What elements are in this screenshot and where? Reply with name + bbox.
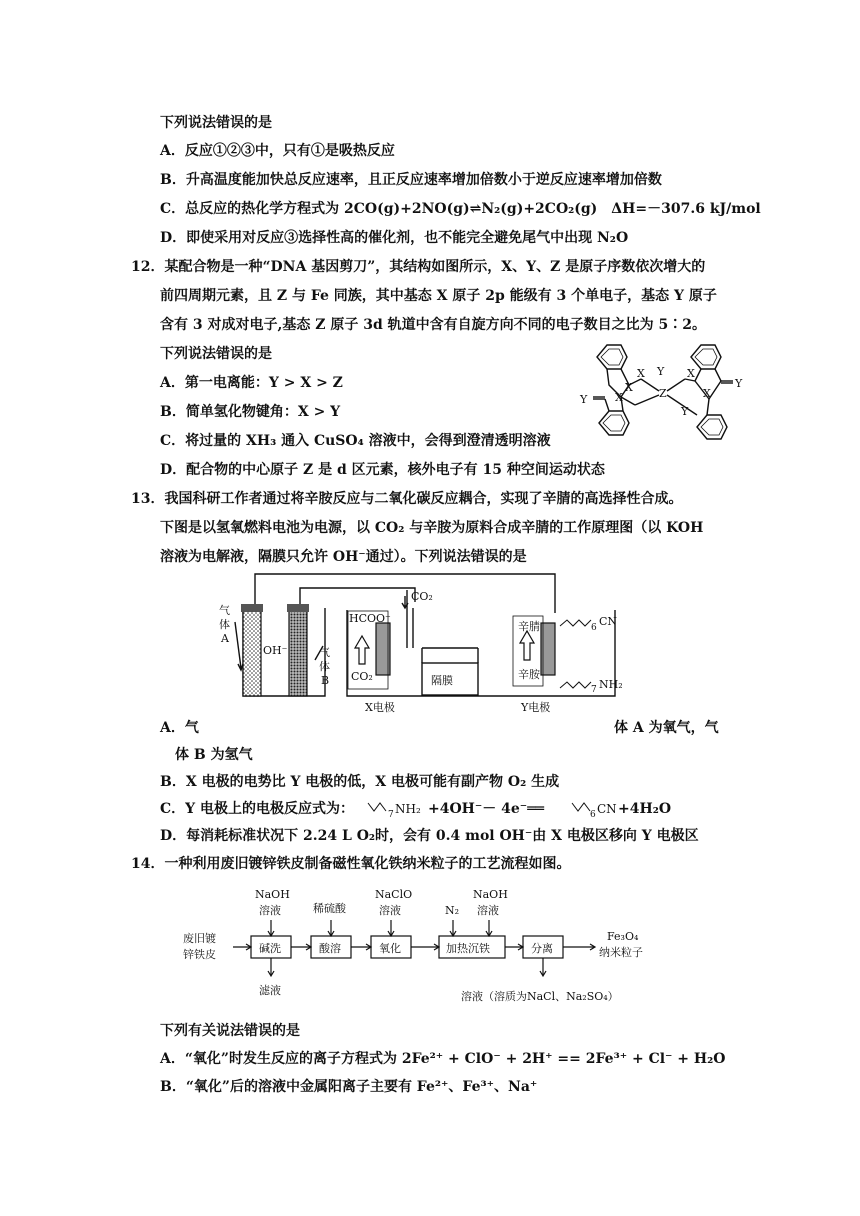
reagent-n2: N₂ xyxy=(445,904,460,917)
q13-option-b: B．X 电极的电势比 Y 电极的低，X 电极可能有副产物 O₂ 生成 xyxy=(160,774,560,790)
filtrate-label: 滤液 xyxy=(259,984,281,997)
structure-label-x-3: X xyxy=(615,391,623,404)
q13-option-a-part-3: 体 B 为氢气 xyxy=(175,747,253,763)
structure-label-z: Z xyxy=(659,387,667,400)
gas-a-char-2: 体 xyxy=(219,618,230,631)
reagent-naclo-line-2: 溶液 xyxy=(379,904,401,917)
chain-subscript-6: 6 xyxy=(591,623,597,633)
q14-stem-line-1: 14．一种利用废旧镀锌铁皮制备磁性氧化铁纳米粒子的工艺流程如图。 xyxy=(131,856,571,872)
reagent-naoh-2-line-2: 溶液 xyxy=(477,904,499,917)
gas-b-char-1: 气 xyxy=(319,646,330,659)
q12-option-d: D．配合物的中心原子 Z 是 d 区元素，核外电子有 15 种空间运动状态 xyxy=(160,462,605,478)
cn-group-label: CN xyxy=(599,615,618,628)
q13-option-d: D．每消耗标准状况下 2.24 L O₂时，会有 0.4 mol OH⁻由 X 电极区移向 Y 电极区 xyxy=(160,828,699,844)
octanenitrile-structure xyxy=(570,797,620,819)
reagent-naclo-line-1: NaClO xyxy=(375,888,413,901)
chain-subscript-7: 7 xyxy=(591,685,597,695)
q14-process-flow-diagram xyxy=(175,876,685,1006)
q12-stem-line-1: 12．某配合物是一种“DNA 基因剪刀”，其结构如图所示，X、Y、Z 是原子序数依次增大的 xyxy=(131,259,706,275)
q12-question: 下列说法错误的是 xyxy=(160,346,272,362)
step-acid-dissolve: 酸溶 xyxy=(319,942,341,955)
q12-stem-line-2: 前四周期元素，且 Z 与 Fe 同族，其中基态 X 原子 2p 能级有 3 个单电子，基态 Y 原子 xyxy=(160,288,717,304)
octylamine-subscript: 7 xyxy=(388,810,394,819)
octylamine-structure xyxy=(366,797,428,819)
reagent-dilute-h2so4: 稀硫酸 xyxy=(313,902,346,915)
step-separation: 分离 xyxy=(531,942,553,955)
q13-stem-line-2: 下图是以氢氧燃料电池为电源，以 CO₂ 与辛胺为原料合成辛腈的工作原理图（以 KOH xyxy=(160,520,704,536)
q12-stem-line-3: 含有 3 对成对电子,基态 Z 原子 3d 轨道中含有自旋方向不同的电子数目之比为 5∶2。 xyxy=(160,317,706,333)
q11-stem: 下列说法错误的是 xyxy=(160,115,272,131)
q11-option-b: B．升高温度能加快总反应速率，且正反应速率增加倍数小于逆反应速率增加倍数 xyxy=(160,172,662,188)
feed-label-2: 锌铁皮 xyxy=(183,948,216,961)
x-electrode-label: X电极 xyxy=(365,701,395,714)
q14-option-b: B．“氧化”后的溶液中金属阳离子主要有 Fe²⁺、Fe³⁺、Na⁺ xyxy=(160,1079,538,1095)
structure-label-x-1: X xyxy=(637,367,645,380)
feed-label-1: 废旧镀 xyxy=(183,932,216,945)
reagent-naoh-1-line-2: 溶液 xyxy=(259,904,281,917)
y-electrode-label: Y电极 xyxy=(521,701,551,714)
octanenitrile-subscript: 6 xyxy=(590,810,596,819)
structure-label-y-1: Y xyxy=(657,365,665,378)
q13-option-c-prefix: C．Y 电极上的电极反应式为： xyxy=(160,801,355,817)
reagent-naoh-2-line-1: NaOH xyxy=(473,888,508,901)
octylamine-nh2: NH₂ xyxy=(395,802,421,816)
gas-a-char-1: 气 xyxy=(219,604,230,617)
structure-label-x-5: X xyxy=(703,387,711,400)
octanenitrile-label: 辛腈 xyxy=(518,620,540,633)
product-line-1: Fe₃O₄ xyxy=(607,930,639,943)
hydroxide-label: OH⁻ xyxy=(263,644,288,657)
structure-label-y-2: Y xyxy=(580,393,588,406)
reagent-naoh-1-line-1: NaOH xyxy=(255,888,290,901)
step-heat-precipitate: 加热沉铁 xyxy=(446,942,490,955)
q11-option-c: C．总反应的热化学方程式为 2CO(g)+2NO(g)⇌N₂(g)+2CO₂(g) ΔH=－307.6 kJ/mol xyxy=(160,201,761,217)
membrane-label: 隔膜 xyxy=(431,674,453,687)
solution-label: 溶液（溶质为NaCl、Na₂SO₄） xyxy=(461,990,619,1003)
co2-bottom-label: CO₂ xyxy=(351,670,373,683)
octylamine-label: 辛胺 xyxy=(518,668,540,681)
gas-b-char-3: B xyxy=(321,674,330,687)
structure-label-x-4: X xyxy=(687,367,695,380)
q12-option-c: C．将过量的 XH₃ 通入 CuSO₄ 溶液中，会得到澄清透明溶液 xyxy=(160,433,551,449)
product-line-2: 纳米粒子 xyxy=(599,946,643,959)
q12-complex-structure-figure xyxy=(575,335,755,455)
gas-a-char-3: A xyxy=(221,632,229,645)
q13-stem-line-1: 13．我国科研工作者通过将辛胺反应与二氧化碳反应耦合，实现了辛腈的高选择性合成。 xyxy=(131,491,683,507)
q11-option-d: D．即使采用对反应③选择性高的催化剂，也不能完全避免尾气中出现 N₂O xyxy=(160,230,629,246)
q11-option-a: A．反应①②③中，只有①是吸热反应 xyxy=(160,143,395,159)
q13-option-a-part-1: A．气 xyxy=(160,720,199,736)
nh2-group-label: NH₂ xyxy=(599,678,623,691)
q13-stem-line-3: 溶液为电解液，隔膜只允许 OH⁻通过）。下列说法错误的是 xyxy=(160,549,527,565)
gas-b-char-2: 体 xyxy=(319,660,330,673)
structure-label-y-4: Y xyxy=(735,377,743,390)
q13-electrolysis-diagram xyxy=(215,568,635,720)
co2-inlet-label: CO₂ xyxy=(411,590,433,603)
q14-question: 下列有关说法错误的是 xyxy=(160,1023,300,1039)
q12-option-a: A．第一电离能：Y > X > Z xyxy=(160,375,343,391)
structure-label-x-2: X xyxy=(625,381,633,394)
structure-label-y-3: Y xyxy=(681,405,689,418)
q13-option-c-mid: +4OH⁻－ 4e⁻══ xyxy=(428,801,545,817)
q12-option-b: B．简单氢化物键角：X > Y xyxy=(160,404,341,420)
q13-option-c-suffix: +4H₂O xyxy=(618,801,672,817)
step-oxidation: 氧化 xyxy=(379,942,401,955)
step-alkali-wash: 碱洗 xyxy=(259,942,281,955)
formate-label: HCOO⁻ xyxy=(349,612,391,625)
octanenitrile-cn: CN xyxy=(597,802,617,816)
q13-option-a-part-2: 体 A 为氧气，气 xyxy=(614,720,719,736)
q14-option-a: A．“氧化”时发生反应的离子方程式为 2Fe²⁺ + ClO⁻ + 2H⁺ == 2Fe³⁺ + Cl⁻ + H₂O xyxy=(160,1051,726,1067)
